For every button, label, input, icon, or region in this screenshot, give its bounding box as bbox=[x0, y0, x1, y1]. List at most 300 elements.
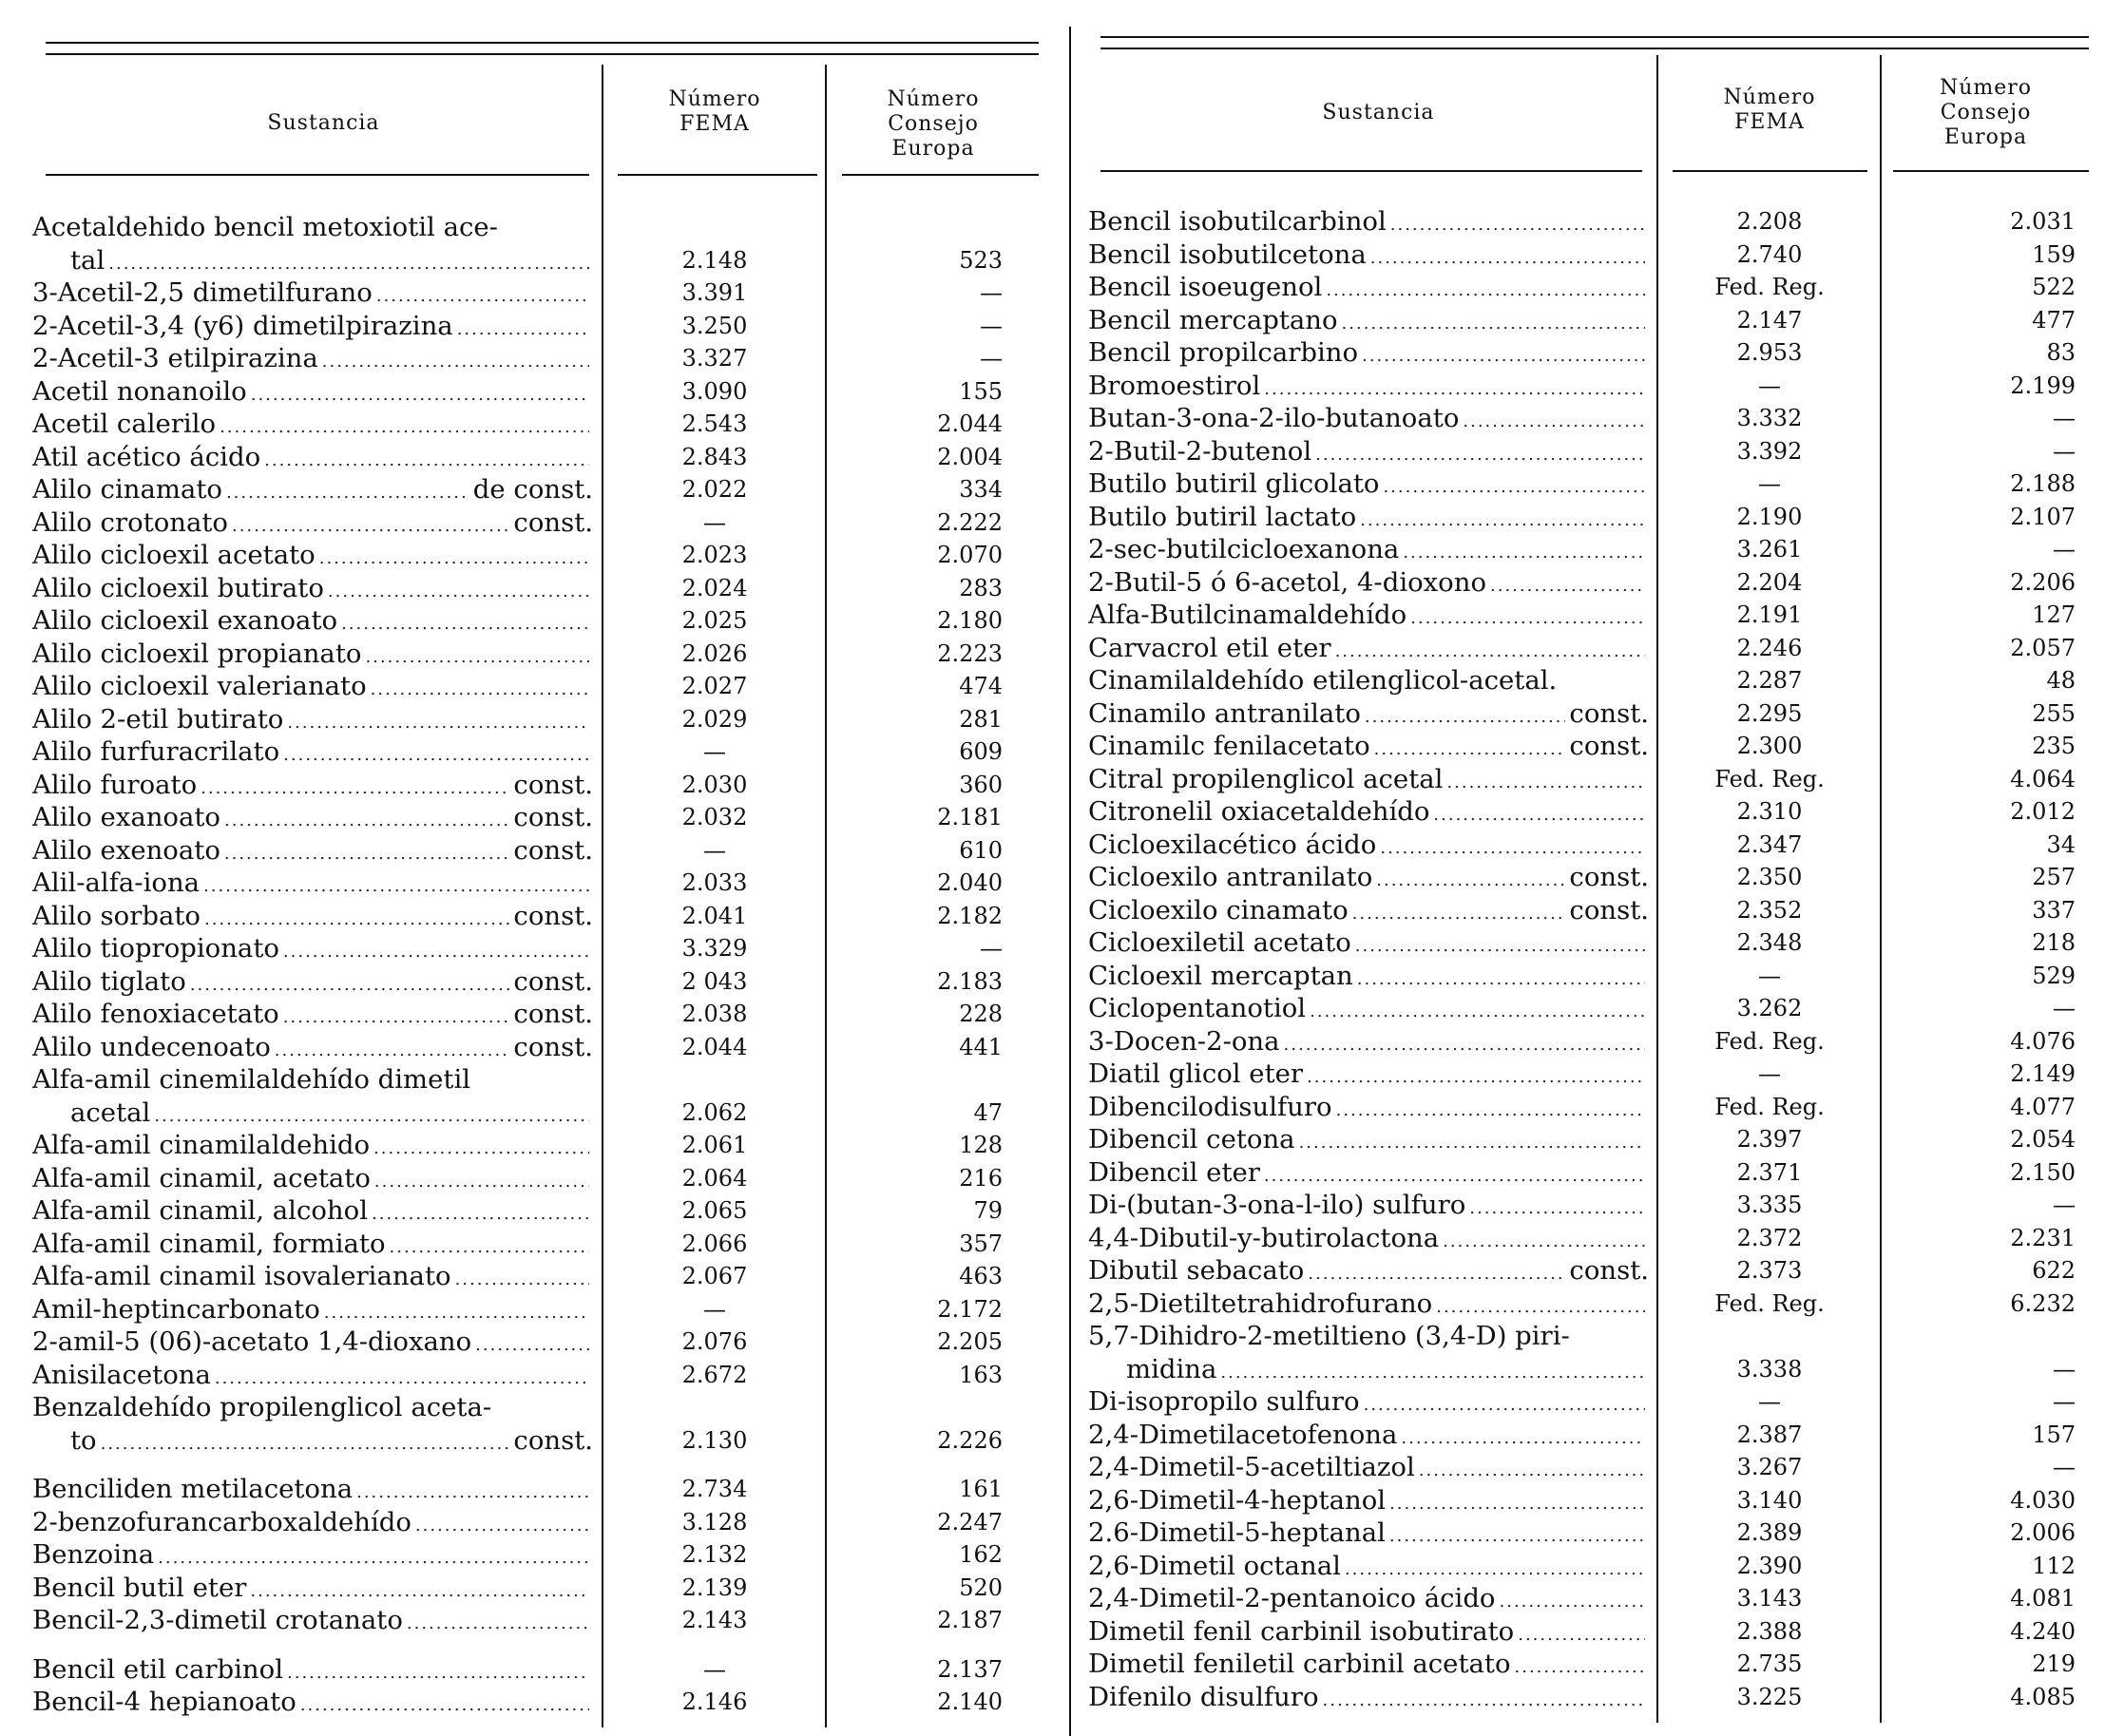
substance-name: Alilo tiopropionato bbox=[32, 933, 279, 963]
substance-name: Atil acético ácido bbox=[32, 441, 261, 472]
leader-dots bbox=[300, 1686, 589, 1723]
leader-dots bbox=[1220, 1353, 1645, 1390]
council-europe-number-cell: 163 bbox=[959, 1361, 1003, 1388]
council-europe-number-cell: 216 bbox=[959, 1164, 1003, 1192]
substance-cell bbox=[70, 1097, 593, 1134]
leader-dots bbox=[1443, 1222, 1645, 1259]
leader-dots bbox=[1518, 1615, 1645, 1652]
council-europe-number-cell: 2.223 bbox=[937, 639, 1003, 667]
fema-number-cell: 2.027 bbox=[681, 673, 748, 699]
substance-cell bbox=[32, 900, 593, 937]
table-row bbox=[32, 244, 1021, 277]
council-europe-number-cell: — bbox=[980, 312, 1003, 339]
substance-name: Alilo furoato bbox=[32, 769, 198, 800]
table-row bbox=[32, 211, 1021, 244]
council-europe-number-cell: — bbox=[980, 345, 1003, 372]
substance-cell bbox=[1088, 1419, 1649, 1456]
council-europe-number-cell: 529 bbox=[2032, 962, 2076, 989]
table-row bbox=[1088, 664, 2086, 697]
leader-dots bbox=[376, 277, 589, 314]
fema-number-cell: 2.300 bbox=[1736, 733, 1803, 759]
right-header-rule-c bbox=[1893, 170, 2089, 172]
leader-dots bbox=[373, 1129, 589, 1166]
leader-dots bbox=[407, 1604, 589, 1641]
leader-dots bbox=[1284, 1025, 1645, 1062]
fema-number-cell: 2.026 bbox=[681, 639, 748, 667]
leader-dots bbox=[1365, 697, 1566, 734]
leader-dots bbox=[283, 932, 589, 969]
council-europe-number-cell: 337 bbox=[2032, 896, 2076, 924]
substance-name: 3-Docen-2-ona bbox=[1088, 1025, 1280, 1057]
fema-number-cell: 2.371 bbox=[1736, 1158, 1803, 1186]
council-europe-number-cell: 2.187 bbox=[937, 1607, 1003, 1633]
left-header-council: Número Consejo Europa bbox=[887, 87, 980, 161]
leader-dots bbox=[1374, 730, 1566, 767]
council-europe-number-cell: 522 bbox=[2032, 274, 2076, 300]
fema-number-cell: — bbox=[1758, 962, 1781, 989]
substance-name: Cinamilo antranilato bbox=[1088, 697, 1361, 729]
fema-number-cell: 2.543 bbox=[681, 410, 748, 437]
right-header-fema: Número FEMA bbox=[1723, 86, 1816, 134]
substance-name: Butan-3-ona-2-ilo-butanoato bbox=[1088, 403, 1460, 433]
leader-dots bbox=[1383, 467, 1645, 505]
fema-number-cell: 3.140 bbox=[1736, 1486, 1803, 1514]
fema-number-cell: Fed. Reg. bbox=[1714, 1093, 1825, 1120]
council-europe-number-cell: 2.183 bbox=[937, 967, 1003, 995]
fema-number-cell: Fed. Reg. bbox=[1714, 765, 1825, 792]
leader-dots bbox=[250, 1572, 589, 1609]
table-row bbox=[1088, 402, 2086, 435]
substance-cell bbox=[1088, 1288, 1649, 1325]
substance-cell bbox=[70, 1424, 593, 1461]
council-europe-number-cell: 235 bbox=[2032, 733, 2076, 759]
table-row bbox=[1088, 1353, 2086, 1386]
substance-cell bbox=[32, 670, 593, 707]
council-europe-number-cell: 2.247 bbox=[937, 1508, 1003, 1536]
council-europe-number-cell: 2.107 bbox=[2010, 503, 2076, 530]
substance-name: Bencil butil eter bbox=[32, 1572, 247, 1603]
table-row bbox=[32, 539, 1021, 572]
fema-number-cell: 2.025 bbox=[681, 607, 748, 634]
substance-cell bbox=[1088, 1189, 1649, 1226]
council-europe-number-cell: 610 bbox=[959, 836, 1003, 864]
fema-number-cell: 2.389 bbox=[1736, 1519, 1803, 1546]
substance-cell bbox=[32, 703, 593, 740]
table-row bbox=[32, 375, 1021, 409]
substance-cell bbox=[1088, 1025, 1649, 1062]
leader-dots bbox=[287, 1653, 589, 1690]
substance-cell bbox=[1088, 599, 1649, 636]
fema-number-cell: 2.190 bbox=[1736, 503, 1803, 530]
fema-number-cell: 2.076 bbox=[681, 1328, 748, 1355]
council-europe-number-cell: 219 bbox=[2032, 1650, 2076, 1677]
substance-cell bbox=[1088, 304, 1649, 341]
table-row bbox=[32, 1538, 1021, 1572]
leader-dots bbox=[251, 375, 589, 412]
substance-cell bbox=[32, 1653, 593, 1690]
leader-dots bbox=[1433, 795, 1645, 832]
table-row bbox=[32, 1572, 1021, 1605]
table-row bbox=[32, 769, 1021, 802]
substance-note: const. bbox=[1569, 1255, 1649, 1286]
leader-dots bbox=[1463, 402, 1645, 439]
substance-name: Carvacrol etil eter bbox=[1088, 632, 1331, 663]
substance-name: Alilo exenoato bbox=[32, 834, 220, 866]
substance-cell bbox=[32, 1359, 593, 1396]
substance-note: const. bbox=[513, 802, 593, 832]
table-row bbox=[1088, 336, 2086, 370]
substance-note: const. bbox=[1569, 731, 1649, 761]
substance-cell bbox=[32, 1260, 593, 1297]
council-europe-number-cell: 2.180 bbox=[937, 607, 1003, 634]
substance-name: Alfa-amil cinamil isovalerianato bbox=[32, 1261, 451, 1291]
substance-name: Dimetil fenil carbinil isobutirato bbox=[1088, 1615, 1515, 1647]
table-row bbox=[1088, 205, 2086, 238]
leader-dots bbox=[319, 539, 589, 576]
substance-cell bbox=[32, 1031, 593, 1068]
fema-number-cell: 3.225 bbox=[1736, 1683, 1803, 1710]
fema-number-cell: 2.064 bbox=[681, 1164, 748, 1192]
substance-cell bbox=[1088, 501, 1649, 538]
leader-dots bbox=[374, 1162, 589, 1199]
leader-dots bbox=[224, 801, 509, 838]
substance-cell bbox=[1088, 1615, 1649, 1652]
substance-name: Alilo 2-etil butirato bbox=[32, 703, 284, 734]
left-header-rule-a bbox=[46, 174, 589, 176]
substance-cell bbox=[32, 408, 593, 445]
left-table-body bbox=[32, 211, 1021, 1719]
substance-name: 2,6-Dimetil octanal bbox=[1088, 1550, 1341, 1581]
table-row bbox=[1088, 599, 2086, 632]
table-row bbox=[1088, 1254, 2086, 1288]
table-row bbox=[1088, 304, 2086, 337]
substance-cell bbox=[32, 867, 593, 904]
table-row bbox=[1088, 697, 2086, 731]
substance-name: Cinamilaldehído etilenglicol-acetal. bbox=[1088, 665, 1558, 696]
council-europe-number-cell: 2.149 bbox=[2010, 1060, 2076, 1087]
fema-number-cell: 3.338 bbox=[1736, 1355, 1803, 1383]
leader-dots bbox=[390, 1228, 589, 1265]
table-row bbox=[32, 1194, 1021, 1228]
leader-dots bbox=[1308, 1254, 1565, 1291]
leader-dots bbox=[203, 867, 589, 904]
council-europe-number-cell: 159 bbox=[2032, 240, 2076, 268]
council-europe-number-cell: 2.206 bbox=[2010, 568, 2076, 596]
leader-dots bbox=[224, 834, 510, 871]
left-header-substance: Sustancia bbox=[267, 111, 380, 135]
substance-note: const. bbox=[513, 769, 593, 800]
council-europe-number-cell: 218 bbox=[2032, 929, 2076, 956]
substance-name: Bencil propilcarbino bbox=[1088, 337, 1359, 368]
table-row bbox=[32, 703, 1021, 736]
table-row bbox=[1088, 370, 2086, 403]
council-europe-number-cell: 2.057 bbox=[2010, 634, 2076, 661]
leader-dots bbox=[1380, 829, 1645, 866]
substance-cell bbox=[1088, 697, 1649, 734]
leader-dots bbox=[1326, 271, 1645, 308]
substance-name: Ciclopentanotiol bbox=[1088, 993, 1307, 1023]
fema-number-cell: — bbox=[1758, 470, 1781, 497]
table-row bbox=[32, 1293, 1021, 1326]
substance-name: Dimetil feniletil carbinil acetato bbox=[1088, 1649, 1511, 1679]
leader-dots bbox=[1436, 1288, 1645, 1325]
substance-name: 2-Acetil-3,4 (y6) dimetilpirazina bbox=[32, 310, 453, 341]
substance-name: 2,6-Dimetil-4-heptanol bbox=[1088, 1484, 1387, 1516]
council-europe-number-cell: 257 bbox=[2032, 864, 2076, 890]
substance-name: Benciliden metilacetona bbox=[32, 1474, 354, 1504]
substance-name: Di-(butan-3-ona-l-ilo) sulfuro bbox=[1088, 1190, 1466, 1220]
table-row bbox=[1088, 894, 2086, 927]
council-europe-number-cell: — bbox=[2053, 995, 2076, 1021]
fema-number-cell: 2.146 bbox=[681, 1688, 748, 1715]
substance-name: to bbox=[70, 1424, 97, 1456]
table-row bbox=[32, 1260, 1021, 1293]
substance-cell bbox=[32, 375, 593, 412]
council-europe-number-cell: 79 bbox=[973, 1197, 1003, 1224]
right-table-body bbox=[1088, 205, 2086, 1713]
substance-note: const. bbox=[1569, 894, 1649, 925]
council-europe-number-cell: 6.232 bbox=[2010, 1289, 2076, 1317]
council-europe-number-cell: 477 bbox=[2032, 306, 2076, 334]
substance-cell bbox=[1088, 533, 1649, 570]
substance-name: Dibencil cetona bbox=[1088, 1124, 1295, 1154]
leader-dots bbox=[1376, 861, 1565, 898]
substance-name: Benzaldehído propilenglicol aceta- bbox=[32, 1392, 492, 1422]
leader-dots bbox=[1403, 533, 1645, 570]
fema-number-cell: 2.066 bbox=[681, 1230, 748, 1257]
table-row bbox=[1088, 1385, 2086, 1419]
fema-number-cell: 2.372 bbox=[1736, 1224, 1803, 1251]
substance-name: Bencil mercaptano bbox=[1088, 304, 1338, 335]
left-top-rule-2 bbox=[46, 53, 1039, 55]
substance-name: 2-amil-5 (06)-acetato 1,4-dioxano bbox=[32, 1326, 472, 1357]
table-row bbox=[32, 1359, 1021, 1392]
substance-cell bbox=[1088, 664, 1649, 697]
leader-dots bbox=[328, 572, 589, 609]
substance-name: Bromoestirol bbox=[1088, 370, 1261, 401]
substance-name: Bencil-2,3-dimetil crotanato bbox=[32, 1605, 403, 1635]
substance-cell bbox=[1088, 632, 1649, 669]
fema-number-cell: — bbox=[1758, 1388, 1781, 1415]
substance-cell bbox=[1088, 1484, 1649, 1521]
substance-name: Citral propilenglicol acetal bbox=[1088, 763, 1444, 794]
council-europe-number-cell: 2.199 bbox=[2010, 372, 2076, 399]
substance-cell bbox=[32, 342, 593, 379]
fema-number-cell: 3.329 bbox=[681, 935, 748, 962]
council-europe-number-cell: 155 bbox=[959, 377, 1003, 405]
council-europe-number-cell: — bbox=[2053, 1355, 2076, 1383]
council-europe-number-cell: 157 bbox=[2032, 1421, 2076, 1448]
substance-note: const. bbox=[513, 506, 593, 538]
substance-cell bbox=[32, 441, 593, 478]
substance-name: Citronelil oxiacetaldehído bbox=[1088, 796, 1430, 827]
substance-cell bbox=[1088, 926, 1649, 963]
leader-dots bbox=[232, 506, 509, 544]
council-europe-number-cell: 2.182 bbox=[937, 902, 1003, 929]
fema-number-cell: 2.067 bbox=[681, 1263, 748, 1289]
leader-dots bbox=[371, 670, 589, 707]
council-europe-number-cell: 281 bbox=[959, 705, 1003, 733]
fema-number-cell: 2.208 bbox=[1736, 208, 1803, 235]
table-row bbox=[1088, 467, 2086, 501]
table-row bbox=[32, 1424, 1021, 1458]
substance-cell bbox=[32, 1326, 593, 1363]
council-europe-number-cell: 357 bbox=[959, 1230, 1003, 1257]
substance-name: Dibencil eter bbox=[1088, 1156, 1260, 1188]
leader-dots bbox=[1362, 336, 1645, 373]
fema-number-cell: 2.023 bbox=[681, 542, 748, 568]
table-row bbox=[1088, 1123, 2086, 1156]
substance-cell bbox=[32, 1538, 593, 1575]
leader-dots bbox=[1352, 894, 1566, 931]
fema-number-cell: 3.143 bbox=[1736, 1585, 1803, 1612]
left-header-rule-b bbox=[618, 174, 817, 176]
council-europe-number-cell: 463 bbox=[959, 1263, 1003, 1289]
table-row bbox=[32, 1326, 1021, 1359]
table-row bbox=[1088, 1582, 2086, 1615]
table-row bbox=[1088, 1484, 2086, 1517]
substance-note: const. bbox=[513, 900, 593, 931]
substance-name: Acetaldehido bencil metoxiotil ace- bbox=[32, 212, 498, 242]
fema-number-cell: 2.143 bbox=[681, 1607, 748, 1633]
fema-number-cell: 2.953 bbox=[1736, 339, 1803, 366]
fema-number-cell: — bbox=[1758, 1060, 1781, 1087]
table-row bbox=[32, 1228, 1021, 1261]
substance-cell bbox=[1088, 1681, 1649, 1718]
table-row bbox=[32, 441, 1021, 474]
council-europe-number-cell: 334 bbox=[959, 476, 1003, 503]
substance-name: Alilo undecenoato bbox=[32, 1031, 271, 1062]
fema-number-cell: 3.391 bbox=[681, 279, 748, 306]
substance-cell bbox=[1088, 1582, 1649, 1619]
leader-dots bbox=[1364, 1385, 1645, 1422]
table-row bbox=[1088, 533, 2086, 566]
substance-name: Alilo sorbato bbox=[32, 900, 201, 931]
substance-cell bbox=[32, 1129, 593, 1166]
table-row bbox=[32, 1063, 1021, 1097]
substance-cell bbox=[1088, 435, 1649, 472]
leader-dots bbox=[108, 244, 589, 281]
table-row bbox=[32, 1097, 1021, 1130]
council-europe-number-cell: 2.140 bbox=[937, 1688, 1003, 1715]
substance-name: Bencil-4 hepianoato bbox=[32, 1687, 297, 1717]
fema-number-cell: 2.348 bbox=[1736, 929, 1803, 956]
fema-number-cell: 2.024 bbox=[681, 574, 748, 601]
table-row bbox=[1088, 992, 2086, 1025]
substance-cell bbox=[32, 932, 593, 969]
leader-dots bbox=[283, 735, 589, 773]
substance-name: Alfa-amil cinamil, formiato bbox=[32, 1228, 386, 1259]
fema-number-cell: 2.397 bbox=[1736, 1126, 1803, 1153]
table-row bbox=[1088, 1288, 2086, 1321]
substance-cell bbox=[32, 473, 593, 510]
substance-cell bbox=[32, 1686, 593, 1723]
fema-number-cell: 2.044 bbox=[681, 1033, 748, 1060]
substance-cell bbox=[1088, 1451, 1649, 1488]
fema-number-cell: 3.262 bbox=[1736, 995, 1803, 1021]
table-row bbox=[32, 801, 1021, 834]
substance-cell bbox=[1088, 795, 1649, 832]
council-europe-number-cell: 2.054 bbox=[2010, 1126, 2076, 1153]
substance-name: Alilo cicloexil exanoato bbox=[32, 605, 338, 636]
leader-dots bbox=[220, 408, 589, 445]
leader-dots bbox=[1446, 763, 1645, 800]
table-row bbox=[1088, 1419, 2086, 1452]
table-row bbox=[32, 310, 1021, 343]
substance-cell bbox=[32, 539, 593, 576]
council-europe-number-cell: 112 bbox=[2032, 1552, 2076, 1579]
table-row bbox=[32, 932, 1021, 965]
council-europe-number-cell: 4.030 bbox=[2010, 1486, 2076, 1514]
table-row bbox=[32, 342, 1021, 375]
fema-number-cell: 2.033 bbox=[681, 869, 748, 896]
left-header-fema: Número FEMA bbox=[668, 87, 761, 136]
council-europe-number-cell: 255 bbox=[2032, 699, 2076, 727]
council-europe-number-cell: — bbox=[2053, 437, 2076, 465]
substance-name: Alilo crotonato bbox=[32, 506, 228, 538]
council-europe-number-cell: 2.137 bbox=[937, 1655, 1003, 1683]
fema-number-cell: 2.065 bbox=[681, 1197, 748, 1224]
substance-note: const. bbox=[513, 965, 593, 997]
council-europe-number-cell: 228 bbox=[959, 1001, 1003, 1027]
table-row bbox=[1088, 1451, 2086, 1484]
substance-name: Butilo butiril glicolato bbox=[1088, 468, 1380, 499]
fema-number-cell: — bbox=[703, 1655, 726, 1683]
leader-dots bbox=[287, 703, 589, 740]
leader-dots bbox=[1401, 1419, 1645, 1456]
table-row bbox=[32, 473, 1021, 506]
council-europe-number-cell: 622 bbox=[2032, 1257, 2076, 1284]
right-header-rule-b bbox=[1673, 170, 1867, 172]
leader-dots bbox=[190, 965, 510, 1002]
council-europe-number-cell: 441 bbox=[959, 1033, 1003, 1060]
table-row bbox=[1088, 1648, 2086, 1681]
fema-number-cell: 2.352 bbox=[1736, 896, 1803, 924]
substance-name: 2,4-Dimetil-2-pentanoico ácido bbox=[1088, 1583, 1496, 1613]
fema-number-cell: 2.139 bbox=[681, 1574, 748, 1601]
council-europe-number-cell: — bbox=[2053, 405, 2076, 431]
council-europe-number-cell: — bbox=[980, 935, 1003, 962]
substance-cell bbox=[1088, 960, 1649, 997]
leader-dots bbox=[1500, 1582, 1646, 1619]
substance-cell bbox=[1088, 238, 1649, 276]
council-europe-number-cell: 2.004 bbox=[937, 443, 1003, 470]
table-row bbox=[1088, 1615, 2086, 1649]
substance-note: const. bbox=[513, 834, 593, 866]
substance-note: const. bbox=[513, 1424, 593, 1456]
leader-dots bbox=[1515, 1648, 1646, 1685]
council-europe-number-cell: 48 bbox=[2046, 667, 2076, 694]
substance-cell bbox=[32, 1293, 593, 1330]
substance-name: Cicloexilo cinamato bbox=[1088, 894, 1349, 925]
substance-cell bbox=[1088, 1550, 1649, 1587]
substance-cell bbox=[1088, 730, 1649, 767]
council-europe-number-cell: 523 bbox=[959, 246, 1003, 274]
fema-number-cell: 3.267 bbox=[1736, 1454, 1803, 1480]
substance-cell bbox=[32, 506, 593, 544]
substance-note: const. bbox=[513, 1031, 593, 1062]
table-row bbox=[1088, 763, 2086, 796]
table-row bbox=[32, 670, 1021, 703]
substance-cell bbox=[1088, 205, 1649, 242]
fema-number-cell: — bbox=[1758, 372, 1781, 399]
substance-cell bbox=[70, 244, 593, 281]
fema-number-cell: — bbox=[703, 738, 726, 765]
substance-cell bbox=[32, 211, 593, 244]
right-top-rule-2 bbox=[1100, 48, 2089, 49]
leader-dots bbox=[1315, 435, 1645, 472]
right-header-rule-a bbox=[1100, 170, 1642, 172]
